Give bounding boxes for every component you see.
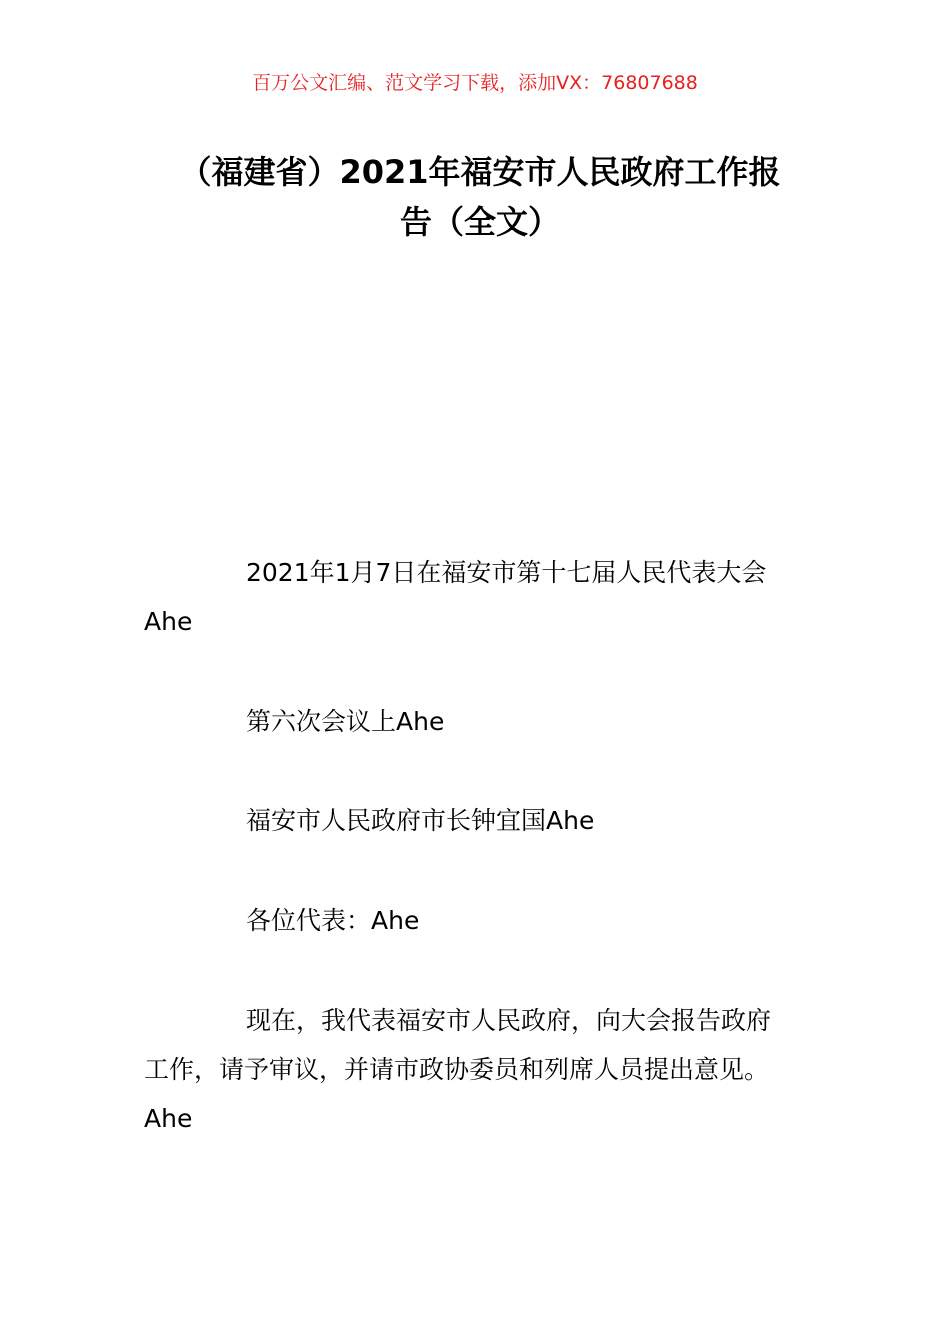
paragraph-salutation	[144, 896, 824, 946]
document-title-line-2: 告（全文）	[399, 203, 560, 241]
paragraph-mayor	[144, 796, 824, 846]
header-promo-note: 百万公文汇编、范文学习下载，添加VX：76807688	[252, 72, 698, 94]
paragraph-report-line-3: Ahe	[144, 1104, 193, 1133]
paragraph-text: 现在，我代表福安市人民政府，向大会报告政府	[246, 1006, 772, 1035]
paragraph-date-line-1	[144, 548, 824, 598]
paragraph-text: 2021年1月7日在福安市第十七届人民代表大会	[246, 558, 767, 587]
paragraph-date-line-2: Ahe	[144, 607, 193, 636]
paragraph-report-line-2: 工作，请予审议，并请市政协委员和列席人员提出意见。	[144, 1055, 770, 1084]
paragraph-text: 第六次会议上Ahe	[246, 707, 445, 736]
document-title-line-1: （福建省）2021年福安市人民政府工作报	[179, 153, 781, 191]
paragraph-report-line-1	[144, 996, 824, 1046]
paragraph-text: 福安市人民政府市长钟宜国Ahe	[246, 806, 595, 835]
paragraph-text: 各位代表：Ahe	[246, 906, 420, 935]
paragraph-session	[144, 697, 824, 747]
